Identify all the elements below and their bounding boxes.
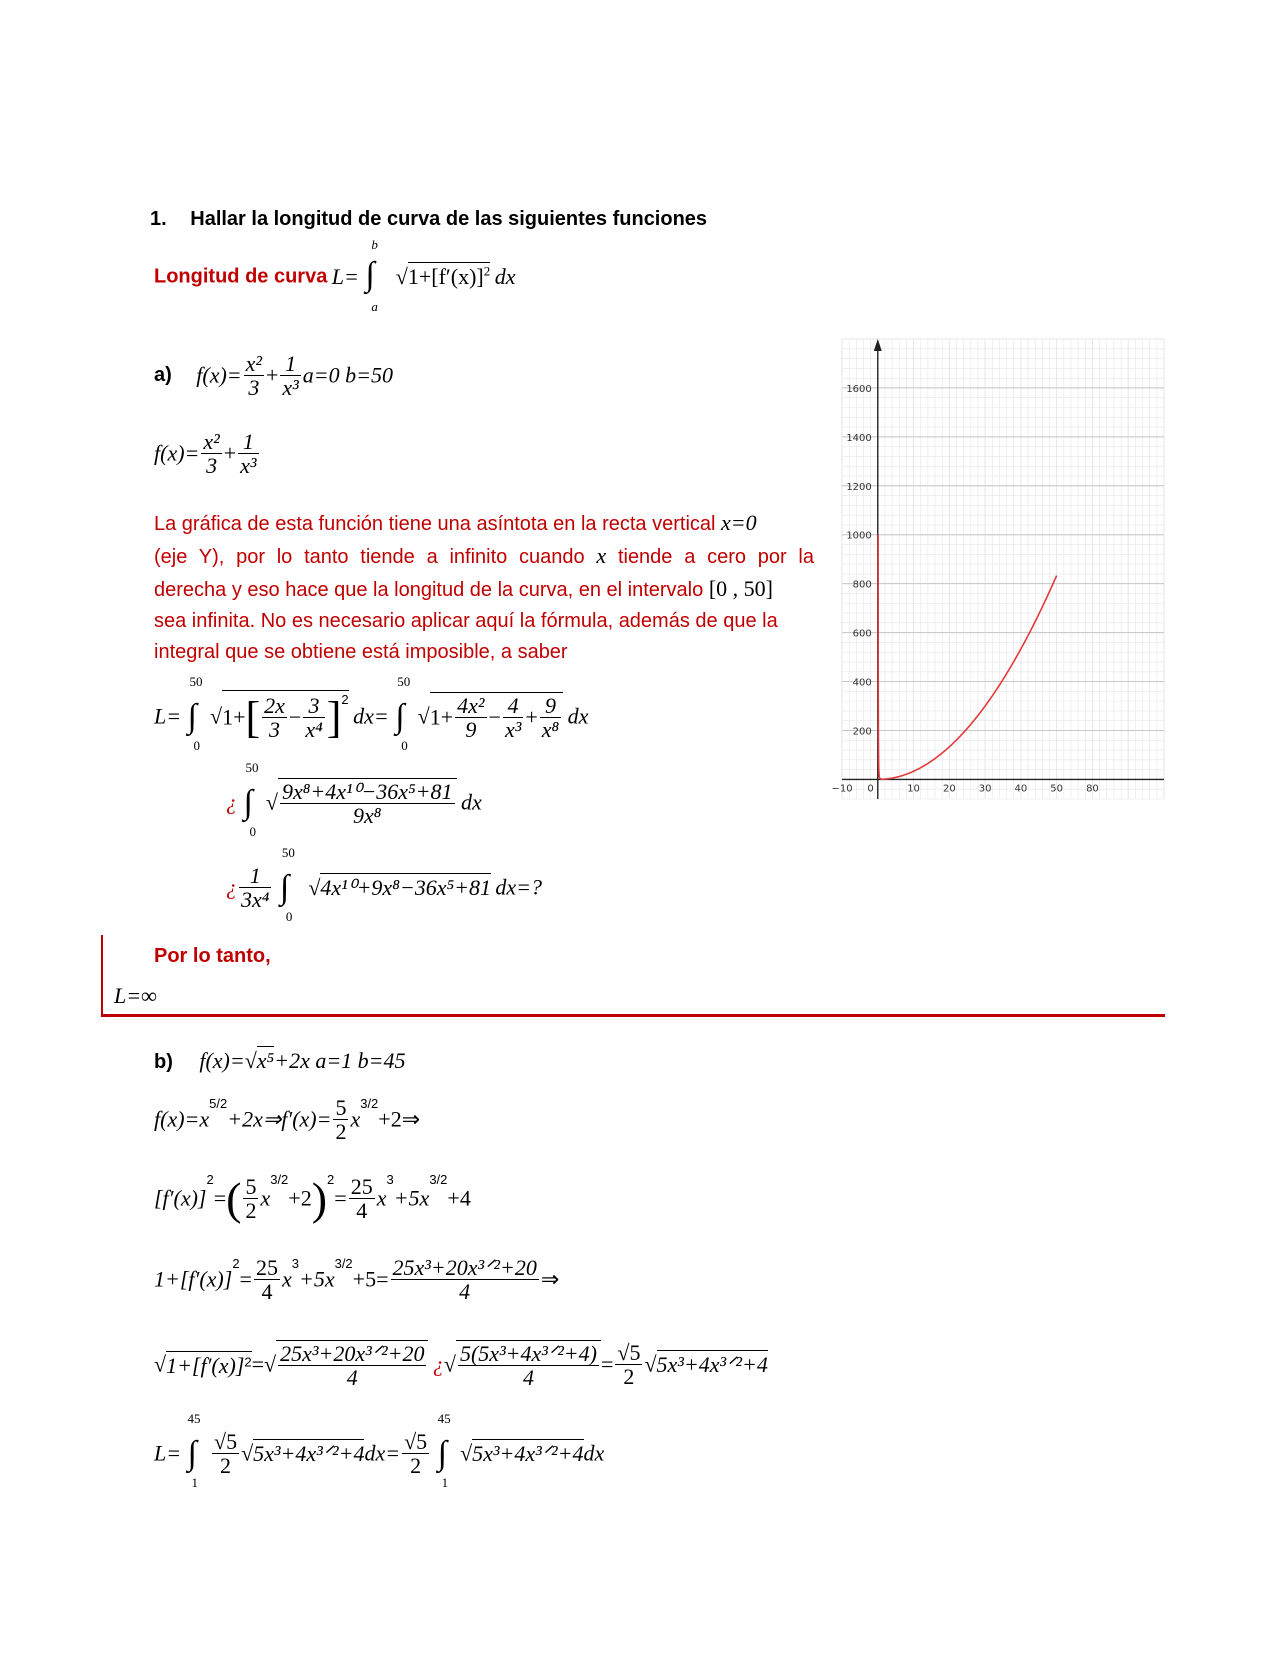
equals: =: [251, 1351, 265, 1377]
x-tick-label: −10: [831, 783, 853, 795]
frac-num: √5: [214, 1429, 238, 1454]
grid: [842, 339, 1164, 799]
part-b-step-2: $[f'(x)]^2=$( $\frac{5}{2}$ $x^{3/2}+2)^2=$ $\frac{25}{4}$ $x^3+5x^{3/2}+4$: [154, 1172, 471, 1224]
frac-den: 3: [206, 453, 218, 479]
frac-num: 2x: [264, 692, 285, 718]
expr: +5x: [393, 1185, 430, 1211]
y-tick-label: 1400: [846, 432, 872, 444]
function-lhs: f(x)=: [154, 440, 200, 466]
part-a-restated: [154, 430, 261, 477]
part-b-step-3: [154, 1256, 559, 1303]
minus: −: [488, 704, 501, 730]
lower-limit: 0: [401, 737, 408, 753]
x-tick-label: 20: [942, 783, 956, 795]
integral-sign: ∫ 45 1: [437, 1410, 451, 1490]
power: 2: [244, 1354, 252, 1370]
frac-num: 3: [303, 694, 324, 718]
part-a-explanation: [154, 507, 814, 668]
section-title: Hallar la longitud de curva de las siguientes funciones: [190, 208, 708, 230]
lower-limit: 1: [441, 1474, 449, 1490]
power: 2: [206, 1172, 214, 1187]
y-tick-label: 800: [852, 579, 872, 591]
dx: dx: [460, 789, 482, 815]
integral-3: ¿ $\frac{1}{\text{3x⁴}}$ ∫ 50 0 √4x¹⁰+9x⁸−36x⁵+81 dx=?: [226, 844, 543, 924]
function-lhs: f(x)=: [199, 1048, 245, 1073]
frac-den: 2: [335, 1119, 347, 1145]
explanation-line: sea infinita. No es necesario aplicar aquí la fórmula, además de que la: [154, 610, 778, 632]
dx: dx: [567, 703, 589, 729]
integral-lhs: L=: [154, 703, 182, 729]
upper-limit: 50: [189, 673, 203, 689]
y-tick-label: 200: [852, 726, 872, 738]
equals: =: [600, 1351, 614, 1377]
power: 2: [232, 1256, 240, 1271]
conclusion-border-left: [101, 935, 103, 1015]
explanation-line: tiende a cero por la: [617, 546, 814, 568]
part-b-step-5: L= ∫ 45 1 $\frac{√5}{2}$ √5x³+4x³ᐟ²+4dx= $\frac{√5}{2}$ ∫ 45 1 √5x³+4x³ᐟ²+4dx: [154, 1410, 605, 1490]
frac-den: x³: [240, 453, 257, 479]
frac-den: 4: [522, 1365, 534, 1391]
radicand: 5x³+4x³ᐟ²+4: [253, 1440, 365, 1466]
radicand: 5x³+4x³ᐟ²+4: [656, 1351, 768, 1377]
frac-num: 25x³+20x³ᐟ²+20: [392, 1255, 537, 1280]
inverted-question: ¿: [226, 874, 237, 900]
upper-limit: 45: [187, 1410, 201, 1426]
lower-limit: 0: [193, 737, 201, 753]
equals: =: [334, 1185, 347, 1211]
integral-sign: ∫ 50 0: [395, 673, 411, 753]
x-tick-label: 10: [907, 783, 920, 795]
power: 2: [483, 263, 491, 279]
lower-limit: 1: [191, 1474, 199, 1490]
part-b-label: b): [154, 1051, 173, 1073]
x-tick-label: 40: [1014, 783, 1028, 795]
frac-num: 5(5x³+4x³ᐟ²+4): [459, 1341, 597, 1366]
upper-limit: 50: [245, 759, 259, 775]
frac-den: 2: [623, 1364, 635, 1390]
integral-lhs: L=: [154, 1440, 182, 1466]
dx: dx: [494, 264, 516, 289]
integral-sign: ∫ 50 0: [243, 759, 259, 839]
curve-layer: [878, 535, 1057, 779]
expr: 1+[f′(x)]: [154, 1266, 233, 1292]
conclusion-result: L=∞: [114, 983, 157, 1008]
frac-num: 25: [255, 1255, 278, 1280]
frac-num: 5: [335, 1095, 347, 1120]
expr: +2⇒: [378, 1106, 421, 1132]
expr: +2: [288, 1185, 312, 1211]
frac-den: 2: [245, 1198, 257, 1223]
tick-labels: [831, 384, 1098, 794]
frac-den: 3x⁴: [241, 887, 270, 913]
frac-num: 25: [350, 1173, 373, 1199]
frac-den: 2: [410, 1453, 422, 1479]
inverted-question: ¿: [226, 789, 237, 815]
frac-num: 4x²: [457, 692, 485, 718]
variable: x: [350, 1106, 361, 1132]
frac-num: 1: [280, 352, 300, 376]
expr: +5=: [352, 1266, 389, 1292]
conclusion-label: Por lo tanto,: [154, 945, 271, 967]
frac-num: 1: [239, 864, 271, 888]
expr: +2x⇒f′(x)=: [227, 1106, 332, 1132]
frac-num: √5: [404, 1429, 428, 1454]
explanation-line: La gráfica de esta función tiene una asíntota en la recta vertical: [154, 513, 716, 535]
frac-den: 2: [220, 1453, 232, 1479]
formula-lhs: L=: [331, 264, 359, 289]
radicand: x⁵: [256, 1048, 275, 1073]
plus: +: [223, 440, 237, 466]
y-tick-label: 1600: [846, 383, 872, 395]
x-tick-label: 80: [1086, 783, 1099, 795]
expr: [f′(x)]: [154, 1185, 207, 1211]
explanation-line: (eje Y), por lo tanto tiende a infinito cuando: [154, 546, 585, 568]
part-b-statement: b) f(x)=√x⁵+2x a=1 b=45: [154, 1048, 406, 1073]
exponent: 5/2: [209, 1096, 228, 1111]
part-b-step-4: $√1+[f'(x)]^2=√$ $\frac{\text{25x³+20x³ᐟ²+20}}{4}$ ¿√ $\frac{\text{5(5x³+4x³ᐟ²+4)}}{4}$ = $\frac{√5}{2}$ √5x³+4x³ᐟ²+4: [154, 1340, 768, 1391]
power: 2: [341, 692, 349, 707]
frac-den: 4: [346, 1365, 358, 1391]
frac-num: 25x³+20x³ᐟ²+20: [280, 1341, 425, 1366]
lower-limit: 0: [285, 908, 293, 924]
expr: 1+[f′(x)]: [166, 1352, 245, 1378]
frac-num: x²: [245, 351, 262, 376]
limits: +2x a=1 b=45: [274, 1048, 406, 1073]
expr: +4: [447, 1185, 471, 1211]
term: 1+: [429, 704, 454, 730]
frac-den: x⁴: [305, 717, 323, 742]
upper-limit: 50: [281, 844, 295, 860]
upper-limit: 45: [437, 1410, 451, 1426]
frac-den: x³: [282, 375, 299, 401]
dx: dx=: [364, 1440, 401, 1466]
result: dx=?: [495, 874, 543, 900]
inverted-question: ¿: [432, 1351, 444, 1377]
radicand: 5x³+4x³ᐟ²+4: [472, 1440, 584, 1466]
integral-2: ¿ ∫ 50 0 √ $\frac{\text{9x⁸+4x¹⁰−36x⁵+81}}{\text{9x⁸}}$ dx: [226, 759, 482, 839]
inline-math: x=0: [721, 510, 757, 535]
arc-length-formula: Longitud de curva L= ∫ b a $√1+[f'(x)]^2$ dx: [154, 237, 516, 314]
x-tick-label: 30: [978, 783, 992, 795]
exponent: 3/2: [270, 1172, 289, 1187]
frac-num: x²: [203, 429, 220, 454]
explanation-line: integral que se obtiene está imposible, a saber: [154, 641, 568, 663]
conclusion-border-bottom: [101, 1014, 1165, 1017]
section-heading: [150, 208, 707, 231]
section-number: 1.: [150, 208, 167, 230]
frac-num: √5: [617, 1340, 641, 1365]
part-b-step-1: [154, 1096, 420, 1143]
exponent: 3/2: [360, 1096, 379, 1111]
integral-1: L= ∫ 50 0 √1+[ $\frac{2x}{3}$ − $\frac{3}{\text{x⁴}}$ ]$^2$ dx= ∫ 50 0 √1+ $\frac{\text{4x²}}{9}$ − $\frac{4}{\text{x³}}$ + $\frac{9}{\text{x⁸}}$ dx: [154, 673, 589, 753]
function-graph: [831, 333, 1168, 805]
limits: a=0 b=50: [302, 362, 393, 388]
equals: =: [213, 1185, 227, 1211]
part-a-statement: [154, 352, 393, 399]
explanation-line: derecha y eso hace que la longitud de la curva, en el intervalo: [154, 579, 704, 601]
minus: −: [288, 704, 302, 730]
inline-math: x: [596, 543, 607, 568]
integral-sign: ∫ 50 0: [279, 844, 295, 924]
radicand: 4x¹⁰+9x⁸−36x⁵+81: [320, 874, 491, 900]
x-tick-label: 50: [1050, 783, 1064, 795]
integral-sign: ∫ b a: [365, 237, 378, 314]
equals: =: [239, 1266, 252, 1292]
variable: x: [376, 1185, 387, 1211]
lower-limit: a: [371, 299, 378, 314]
frac-num: 5: [245, 1173, 257, 1199]
frac-den: 3: [248, 375, 260, 401]
exponent: 3/2: [334, 1256, 353, 1271]
upper-limit: b: [371, 237, 378, 252]
frac-den: 9: [465, 717, 477, 742]
frac-den: x³: [504, 717, 522, 742]
function-curve: [878, 535, 1057, 779]
frac-num: 9: [540, 694, 561, 718]
frac-num: 9x⁸+4x¹⁰−36x⁵+81: [281, 779, 453, 804]
variable: x: [281, 1266, 292, 1292]
implies: ⇒: [540, 1266, 560, 1292]
frac-den: x⁸: [541, 717, 560, 742]
arc-length-label: Longitud de curva: [154, 265, 328, 288]
power: 2: [327, 1172, 335, 1187]
term: 1+: [222, 704, 246, 730]
x-tick-label: 0: [867, 783, 874, 795]
y-tick-label: 1000: [846, 530, 872, 542]
function-lhs: f(x)=: [196, 362, 242, 388]
plus: +: [266, 362, 279, 388]
frac-num: 4: [503, 694, 523, 718]
integral-sign: ∫ 50 0: [187, 673, 203, 753]
exponent: 3: [386, 1172, 394, 1187]
exponent: 3: [291, 1256, 299, 1271]
integral-sign: ∫ 45 1: [187, 1410, 201, 1490]
frac-num: 1: [238, 430, 258, 454]
lower-limit: 0: [249, 823, 256, 839]
y-tick-label: 600: [852, 628, 872, 640]
dx: dx: [583, 1440, 605, 1466]
frac-den: 3: [269, 717, 281, 742]
y-tick-label: 1200: [846, 481, 872, 493]
expr: +5x: [298, 1266, 335, 1292]
part-a-label: a): [154, 364, 172, 387]
variable: x: [260, 1185, 271, 1211]
y-tick-label: 400: [852, 677, 872, 689]
upper-limit: 50: [397, 673, 411, 689]
frac-den: 4: [261, 1279, 273, 1305]
y-axis-arrow: [874, 339, 882, 351]
frac-den: 9x⁸: [353, 803, 382, 829]
inline-math: [0 , 50]: [708, 576, 773, 601]
expr: f(x)=x: [154, 1106, 210, 1132]
frac-den: 4: [356, 1198, 368, 1223]
radicand: 1+[f′(x)]: [407, 264, 484, 290]
exponent: 3/2: [429, 1172, 448, 1187]
frac-den: 4: [459, 1279, 471, 1305]
dx: dx=: [353, 703, 389, 729]
